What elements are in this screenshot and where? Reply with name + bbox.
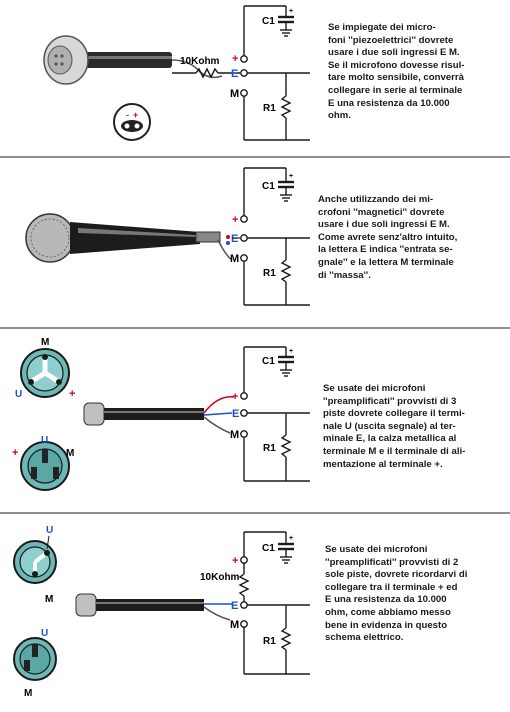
resistor-label: 10Kohm bbox=[180, 56, 220, 67]
plug-m-label: M bbox=[24, 688, 33, 699]
c1-label: C1 bbox=[262, 543, 275, 554]
terminal-e-dot bbox=[241, 70, 247, 76]
r1-label: R1 bbox=[263, 636, 276, 647]
panel-magnetic bbox=[0, 160, 510, 326]
plug-u-label: U bbox=[41, 628, 49, 639]
preamp-microphone-icon bbox=[84, 397, 234, 433]
circuit bbox=[230, 168, 310, 305]
terminal-m-label: M bbox=[230, 253, 240, 265]
terminal-e-label: E bbox=[232, 408, 240, 420]
c1-plus: + bbox=[289, 8, 294, 15]
two-pin-connector-icon bbox=[14, 525, 56, 605]
bias-resistor bbox=[200, 563, 248, 602]
r1-label: R1 bbox=[263, 443, 276, 454]
circuit bbox=[200, 532, 310, 674]
separator-3 bbox=[0, 512, 510, 514]
series-resistor bbox=[172, 56, 240, 77]
c1-plus: + bbox=[289, 535, 294, 542]
terminal-m-label: M bbox=[230, 88, 240, 100]
plug-m-label: M bbox=[66, 448, 75, 459]
panel-piezoelectric bbox=[0, 0, 510, 155]
pin-u-label: U bbox=[46, 525, 54, 536]
terminal-e-label: E bbox=[231, 600, 239, 612]
terminal-m-dot bbox=[241, 90, 247, 96]
terminal-plus-label: + bbox=[232, 53, 239, 65]
c1-label: C1 bbox=[262, 181, 275, 192]
c1-plus: + bbox=[289, 348, 294, 355]
terminal-plus-label: + bbox=[232, 555, 239, 567]
preamp-2pin-microphone-icon bbox=[76, 594, 232, 620]
pin-m-label: M bbox=[41, 337, 50, 348]
circuit bbox=[230, 347, 310, 481]
terminal-plus-label: + bbox=[232, 214, 239, 226]
plug-plus-label: + bbox=[12, 447, 19, 459]
c1-label: C1 bbox=[262, 356, 275, 367]
separator-1 bbox=[0, 156, 510, 158]
c1-label: C1 bbox=[262, 16, 275, 27]
panel-1-description: Se impiegate dei micro- foni ''piezoelettrici'' dovrete usare i due soli ingressi E M. Se il microfono dovesse risul- tare molto sensibile, converrà collegare in serie al terminale E una resistenza da 10.000 ohm. bbox=[328, 22, 465, 122]
pin-u-label: U bbox=[15, 389, 23, 400]
c1-plus: + bbox=[289, 173, 294, 180]
r1-label: R1 bbox=[263, 103, 276, 114]
panel-preamp-2pin bbox=[0, 516, 510, 712]
resistor-label: 10Kohm bbox=[200, 572, 240, 583]
terminal-plus-label: + bbox=[232, 391, 239, 403]
pin-plus-label: + bbox=[69, 388, 76, 400]
terminal-e-label: E bbox=[231, 68, 239, 80]
terminal-m-label: M bbox=[230, 429, 240, 441]
pin-m-label: M bbox=[45, 594, 54, 605]
piezo-connector-icon bbox=[114, 104, 150, 140]
plug-u-label: U bbox=[41, 435, 49, 446]
three-pin-connector-icon bbox=[15, 337, 75, 400]
circuit bbox=[230, 6, 310, 140]
terminal-e-label: E bbox=[231, 233, 239, 245]
connector-minus: - bbox=[126, 110, 129, 120]
magnetic-microphone-icon bbox=[26, 214, 232, 262]
separator-2 bbox=[0, 327, 510, 329]
three-pin-plug-icon bbox=[12, 435, 74, 490]
two-pin-plug-icon bbox=[14, 628, 56, 699]
connector-plus: + bbox=[133, 110, 139, 120]
panel-2-description: Anche utilizzando dei mi- crofoni ''magnetici'' dovrete usare i due soli ingressi E M. Come avrete senz'altro intuito, la lettera E indica ''entrata se- gnale'' e la lettera M terminale di ''massa''. bbox=[318, 194, 458, 281]
terminal-plus-dot bbox=[241, 56, 247, 62]
panel-3-description: Se usate dei microfoni ''preamplificati'' provvisti di 3 piste dovrete collegare il termi- nale U (uscita segnale) al ter- minale E, la calza metallica al terminale M e il terminale di ali- mentazione al terminale +. bbox=[323, 383, 466, 470]
panel-4-description: Se usate dei microfoni ''preamplificati'' provvisti di 2 sole piste, dovrete ricordarvi di collegare tra il terminale + ed E una resistenza da 10.000 ohm, come abbiamo messo bene in evidenza in questo schema elettrico. bbox=[325, 544, 468, 644]
terminal-m-label: M bbox=[230, 619, 240, 631]
r1-label: R1 bbox=[263, 268, 276, 279]
panel-preamp-3pin bbox=[0, 331, 510, 511]
